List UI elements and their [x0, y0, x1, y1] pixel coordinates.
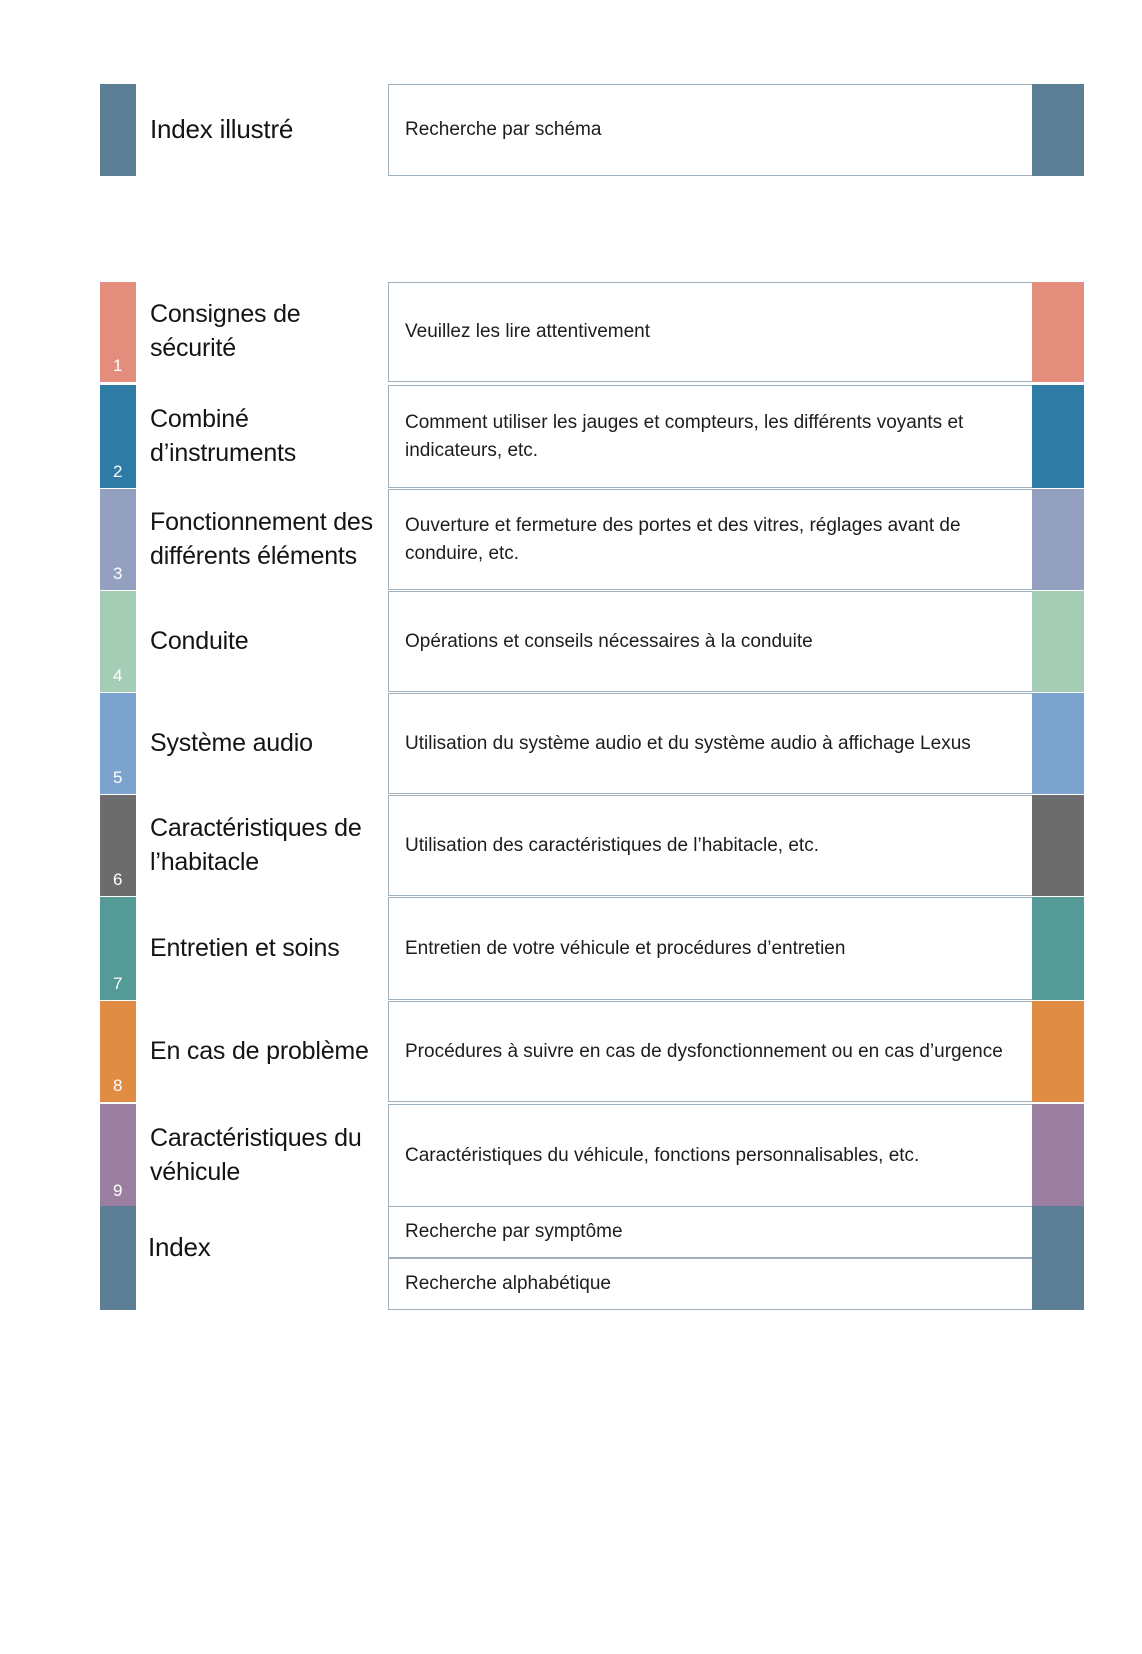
edge-block-chapter-1 [1032, 282, 1084, 382]
tab-chip-chapter-4 [100, 591, 136, 692]
toc-row-chapter-1[interactable] [100, 282, 1084, 382]
chapter-description-index-alphabetical: Recherche alphabétique [388, 1258, 1032, 1310]
tab-number-chapter-6: 6 [113, 870, 123, 889]
chapter-description-chapter-1: Veuillez les lire attentivement [388, 282, 1032, 382]
toc-row-illustrated-index[interactable] [100, 84, 1084, 176]
tab-number-chapter-3: 3 [113, 564, 123, 583]
tab-chip-chapter-3 [100, 489, 136, 590]
chapter-title-spacer-index-b [136, 1258, 388, 1310]
chapter-title-chapter-7: Entretien et soins [150, 933, 340, 962]
edge-block-index-b [1032, 1258, 1084, 1310]
chapter-description-chapter-6: Utilisation des caractéristiques de l’habitacle, etc. [388, 795, 1032, 896]
chapter-title-chapter-1: Consignes de sécurité [150, 300, 301, 362]
edge-block-chapter-2 [1032, 385, 1084, 488]
toc-row-index-alphabetical[interactable] [100, 1258, 1084, 1310]
chapter-title-index: Index [148, 1232, 211, 1262]
chapter-description-chapter-7: Entretien de votre véhicule et procédures d’entretien [388, 897, 1032, 1000]
chapter-description-chapter-8: Procédures à suivre en cas de dysfonctionnement ou en cas d’urgence [388, 1001, 1032, 1102]
edge-block-chapter-5 [1032, 693, 1084, 794]
tab-number-chapter-5: 5 [113, 768, 123, 787]
tab-chip-chapter-5 [100, 693, 136, 794]
chapter-title-chapter-8: En cas de problème [150, 1036, 369, 1065]
chapter-description-chapter-3: Ouverture et fermeture des portes et des vitres, réglages avant de conduire, etc. [388, 489, 1032, 590]
chapter-description-index-symptom: Recherche par symptôme [388, 1206, 1032, 1258]
tab-chip-chapter-6 [100, 795, 136, 896]
toc-row-chapter-5[interactable] [100, 693, 1084, 794]
toc-row-chapter-9[interactable] [100, 1104, 1084, 1207]
tab-number-chapter-4: 4 [113, 666, 123, 685]
edge-block-chapter-3 [1032, 489, 1084, 590]
toc-row-chapter-2[interactable] [100, 385, 1084, 488]
tab-number-chapter-8: 8 [113, 1076, 123, 1095]
chapter-title-chapter-9: Caractéristiques du véhicule [150, 1123, 362, 1186]
tab-number-chapter-7: 7 [113, 974, 123, 993]
chapter-description-illustrated-index: Recherche par schéma [388, 84, 1032, 176]
chapter-title-chapter-3: Fonctionnement des différents éléments [150, 507, 373, 570]
edge-block-index-a [1032, 1206, 1084, 1258]
chapter-description-chapter-4: Opérations et conseils nécessaires à la conduite [388, 591, 1032, 692]
tab-chip-chapter-1 [100, 282, 136, 382]
chapter-title-illustrated-index: Index illustré [150, 114, 294, 145]
toc-row-index-symptom[interactable] [100, 1206, 1084, 1258]
chapter-title-chapter-5: Système audio [150, 728, 313, 757]
tab-chip-illustrated-index [100, 84, 136, 176]
edge-block-chapter-7 [1032, 897, 1084, 1000]
tab-number-chapter-1: 1 [113, 356, 123, 375]
tab-chip-chapter-2 [100, 385, 136, 488]
chapter-title-chapter-4: Conduite [150, 626, 249, 655]
chapter-title-spacer-index-a [136, 1206, 388, 1258]
toc-row-chapter-7[interactable] [100, 897, 1084, 1000]
tab-chip-spacer-index-b [100, 1258, 136, 1310]
edge-block-chapter-9 [1032, 1104, 1084, 1207]
edge-block-chapter-8 [1032, 1001, 1084, 1102]
tab-chip-chapter-9 [100, 1104, 136, 1207]
toc-row-chapter-6[interactable] [100, 795, 1084, 896]
tab-chip-spacer-index-a [100, 1206, 136, 1258]
tab-number-chapter-2: 2 [113, 462, 123, 481]
chapter-description-chapter-2: Comment utiliser les jauges et compteurs, les différents voyants et indicateurs, etc. [388, 385, 1032, 488]
toc-row-chapter-3[interactable] [100, 489, 1084, 590]
chapter-title-chapter-6: Caractéristiques de l’habitacle [150, 813, 362, 876]
edge-block-chapter-4 [1032, 591, 1084, 692]
chapter-description-chapter-9: Caractéristiques du véhicule, fonctions personnalisables, etc. [388, 1104, 1032, 1207]
toc-row-chapter-4[interactable] [100, 591, 1084, 692]
edge-block-chapter-6 [1032, 795, 1084, 896]
chapter-description-chapter-5: Utilisation du système audio et du système audio à affichage Lexus [388, 693, 1032, 794]
toc-row-chapter-8[interactable] [100, 1001, 1084, 1102]
edge-block-illustrated-index [1032, 84, 1084, 176]
tab-number-chapter-9: 9 [113, 1181, 123, 1200]
tab-chip-chapter-8 [100, 1001, 136, 1102]
chapter-title-chapter-2: Combiné d’instruments [150, 404, 297, 467]
tab-chip-chapter-7 [100, 897, 136, 1000]
